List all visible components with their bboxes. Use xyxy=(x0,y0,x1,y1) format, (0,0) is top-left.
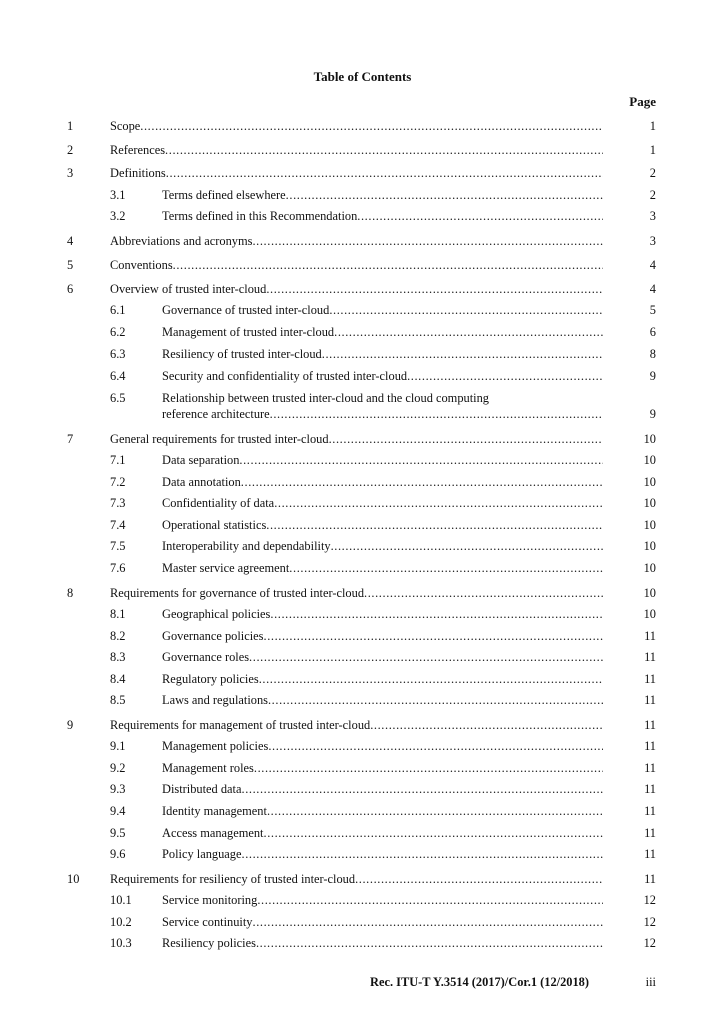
subsection-title: Governance roles ..... xyxy=(162,648,603,666)
toc-subentry[interactable] xyxy=(0,845,725,863)
subsection-number: 10.1 xyxy=(110,893,132,907)
toc-subentry[interactable] xyxy=(0,605,725,623)
toc-subentry[interactable] xyxy=(0,323,725,341)
toc-subentry[interactable] xyxy=(0,824,725,842)
page-number: 11 xyxy=(644,739,656,753)
page-number: 9 xyxy=(649,369,656,383)
toc-subentry[interactable] xyxy=(0,691,725,709)
page-number: 11 xyxy=(644,693,656,707)
toc-subentry[interactable] xyxy=(0,670,725,688)
page-number: 11 xyxy=(644,761,656,775)
subsection-number: 10.2 xyxy=(110,915,132,929)
toc-entry[interactable] xyxy=(0,141,725,159)
page-number: 12 xyxy=(643,936,656,950)
subsection-title: Governance of trusted inter-cloud ..... xyxy=(162,301,603,319)
page-number: 4 xyxy=(649,258,656,272)
toc-entry[interactable] xyxy=(0,117,725,135)
section-number: 7 xyxy=(67,432,74,446)
toc-subentry[interactable] xyxy=(0,494,725,512)
subsection-number: 8.4 xyxy=(110,672,126,686)
subsection-title: Regulatory policies ..... xyxy=(162,670,603,688)
subsection-title: Access management ..... xyxy=(162,824,603,842)
subsection-number: 9.2 xyxy=(110,761,126,775)
subsection-title: Terms defined elsewhere ..... xyxy=(162,186,603,204)
page-number: 3 xyxy=(649,209,656,223)
subsection-title: Distributed data ..... xyxy=(162,780,603,798)
section-title: General requirements for trusted inter-cloud ..... xyxy=(110,430,603,448)
section-number: 9 xyxy=(67,718,74,732)
page-number: 4 xyxy=(649,282,656,296)
toc-subentry[interactable] xyxy=(0,207,725,225)
toc-subentry-continuation[interactable] xyxy=(0,405,725,423)
page-number: 10 xyxy=(643,496,656,510)
section-title: Scope ..... xyxy=(110,117,603,135)
toc-subentry[interactable] xyxy=(0,913,725,931)
toc-subentry[interactable] xyxy=(0,301,725,319)
section-title: Overview of trusted inter-cloud ..... xyxy=(110,280,603,298)
subsection-number: 6.3 xyxy=(110,347,126,361)
page-number: 11 xyxy=(644,826,656,840)
subsection-number: 9.3 xyxy=(110,782,126,796)
toc-entry[interactable] xyxy=(0,870,725,888)
toc-subentry[interactable] xyxy=(0,737,725,755)
subsection-number: 6.4 xyxy=(110,369,126,383)
subsection-number: 7.2 xyxy=(110,475,126,489)
subsection-number: 10.3 xyxy=(110,936,132,950)
subsection-title: Geographical policies ..... xyxy=(162,605,603,623)
subsection-title: Management policies ..... xyxy=(162,737,603,755)
toc-subentry[interactable] xyxy=(0,473,725,491)
subsection-title: Operational statistics ..... xyxy=(162,516,603,534)
page-number: 1 xyxy=(649,119,656,133)
toc-entry[interactable] xyxy=(0,280,725,298)
subsection-title: Governance policies ..... xyxy=(162,627,603,645)
subsection-number: 9.4 xyxy=(110,804,126,818)
page-number: 11 xyxy=(644,629,656,643)
section-title: Requirements for resiliency of trusted inter-cloud ..... xyxy=(110,870,603,888)
toc-entry[interactable] xyxy=(0,164,725,182)
section-number: 4 xyxy=(67,234,74,248)
subsection-number: 8.3 xyxy=(110,650,126,664)
toc-entry[interactable] xyxy=(0,430,725,448)
toc-entry[interactable] xyxy=(0,256,725,274)
toc-subentry[interactable] xyxy=(0,780,725,798)
subsection-title: Interoperability and dependability ..... xyxy=(162,537,603,555)
page-number: 11 xyxy=(644,650,656,664)
toc-subentry[interactable] xyxy=(0,891,725,909)
subsection-title: Policy language ..... xyxy=(162,845,603,863)
toc-subentry[interactable] xyxy=(0,802,725,820)
subsection-number: 7.5 xyxy=(110,539,126,553)
toc-entry[interactable] xyxy=(0,232,725,250)
section-title: Definitions ..... xyxy=(110,164,603,182)
subsection-title: Resiliency of trusted inter-cloud ..... xyxy=(162,345,603,363)
page-number: 12 xyxy=(643,915,656,929)
section-number: 2 xyxy=(67,143,74,157)
subsection-number: 3.1 xyxy=(110,188,126,202)
subsection-number: 7.6 xyxy=(110,561,126,575)
page-number: 11 xyxy=(644,872,656,886)
page-column-header: Page xyxy=(629,94,656,109)
subsection-number: 3.2 xyxy=(110,209,126,223)
page-number: 10 xyxy=(643,475,656,489)
subsection-title: Service continuity ..... xyxy=(162,913,603,931)
page-number: 10 xyxy=(643,453,656,467)
subsection-number: 7.1 xyxy=(110,453,126,467)
page-number: 10 xyxy=(643,518,656,532)
subsection-title: Confidentiality of data ..... xyxy=(162,494,603,512)
subsection-title: Identity management ..... xyxy=(162,802,603,820)
page-number: 10 xyxy=(643,561,656,575)
page-number: 2 xyxy=(649,166,656,180)
page-number: 5 xyxy=(649,303,656,317)
subsection-title: Resiliency policies ..... xyxy=(162,934,603,952)
page-number: 10 xyxy=(643,539,656,553)
page-number: 11 xyxy=(644,672,656,686)
section-title: Abbreviations and acronyms ..... xyxy=(110,232,603,250)
page-number: 11 xyxy=(644,718,656,732)
toc-subentry[interactable] xyxy=(0,367,725,385)
toc-subentry[interactable] xyxy=(0,934,725,952)
subsection-title: Data annotation ..... xyxy=(162,473,603,491)
page-number: 9 xyxy=(649,407,656,421)
section-number: 10 xyxy=(67,872,80,886)
subsection-title: Security and confidentiality of trusted inter-cloud ..... xyxy=(162,367,603,385)
toc-subentry[interactable] xyxy=(0,537,725,555)
page-number: 3 xyxy=(649,234,656,248)
toc-subentry[interactable] xyxy=(0,648,725,666)
toc-subentry[interactable] xyxy=(0,759,725,777)
subsection-title: Service monitoring ..... xyxy=(162,891,603,909)
subsection-title: Management of trusted inter-cloud ..... xyxy=(162,323,603,341)
section-title: Requirements for governance of trusted inter-cloud ..... xyxy=(110,584,603,602)
subsection-title-line1: Relationship between trusted inter-cloud and the cloud computing xyxy=(162,391,489,405)
subsection-title: Management roles ..... xyxy=(162,759,603,777)
page-number: 10 xyxy=(643,607,656,621)
subsection-title-line2: reference architecture ..... xyxy=(162,405,603,423)
section-title: References ..... xyxy=(110,141,603,159)
subsection-title: Data separation ..... xyxy=(162,451,603,469)
section-number: 5 xyxy=(67,258,74,272)
section-number: 1 xyxy=(67,119,74,133)
section-number: 6 xyxy=(67,282,74,296)
subsection-number: 6.2 xyxy=(110,325,126,339)
subsection-number: 9.5 xyxy=(110,826,126,840)
subsection-number: 6.5 xyxy=(110,391,126,405)
subsection-number: 7.3 xyxy=(110,496,126,510)
page-number: 1 xyxy=(649,143,656,157)
page-number: 11 xyxy=(644,782,656,796)
subsection-title: Terms defined in this Recommendation ..... xyxy=(162,207,603,225)
subsection-number: 8.2 xyxy=(110,629,126,643)
subsection-number: 8.1 xyxy=(110,607,126,621)
page-number: 6 xyxy=(649,325,656,339)
toc-entry[interactable] xyxy=(0,584,725,602)
subsection-number: 6.1 xyxy=(110,303,126,317)
page-number: 11 xyxy=(644,847,656,861)
toc-subentry[interactable] xyxy=(0,451,725,469)
footer-page-number: iii xyxy=(645,975,656,989)
page-number: 10 xyxy=(643,586,656,600)
toc-subentry[interactable] xyxy=(0,186,725,204)
page-number: 2 xyxy=(649,188,656,202)
toc-subentry[interactable] xyxy=(0,516,725,534)
subsection-number: 7.4 xyxy=(110,518,126,532)
page-number: 12 xyxy=(643,893,656,907)
section-title: Conventions ..... xyxy=(110,256,603,274)
subsection-number: 9.6 xyxy=(110,847,126,861)
subsection-number: 8.5 xyxy=(110,693,126,707)
footer-document-reference: Rec. ITU-T Y.3514 (2017)/Cor.1 (12/2018) xyxy=(370,975,590,989)
section-number: 8 xyxy=(67,586,74,600)
page-number: 11 xyxy=(644,804,656,818)
toc-entry[interactable] xyxy=(0,716,725,734)
section-title: Requirements for management of trusted inter-cloud ..... xyxy=(110,716,603,734)
page-number: 8 xyxy=(649,347,656,361)
toc-subentry[interactable] xyxy=(0,627,725,645)
toc-subentry[interactable] xyxy=(0,345,725,363)
toc-subentry[interactable] xyxy=(0,559,725,577)
toc-title: Table of Contents xyxy=(313,69,412,84)
page-number: 10 xyxy=(643,432,656,446)
section-number: 3 xyxy=(67,166,74,180)
subsection-title: Master service agreement ..... xyxy=(162,559,603,577)
subsection-number: 9.1 xyxy=(110,739,126,753)
subsection-title: Laws and regulations ..... xyxy=(162,691,603,709)
